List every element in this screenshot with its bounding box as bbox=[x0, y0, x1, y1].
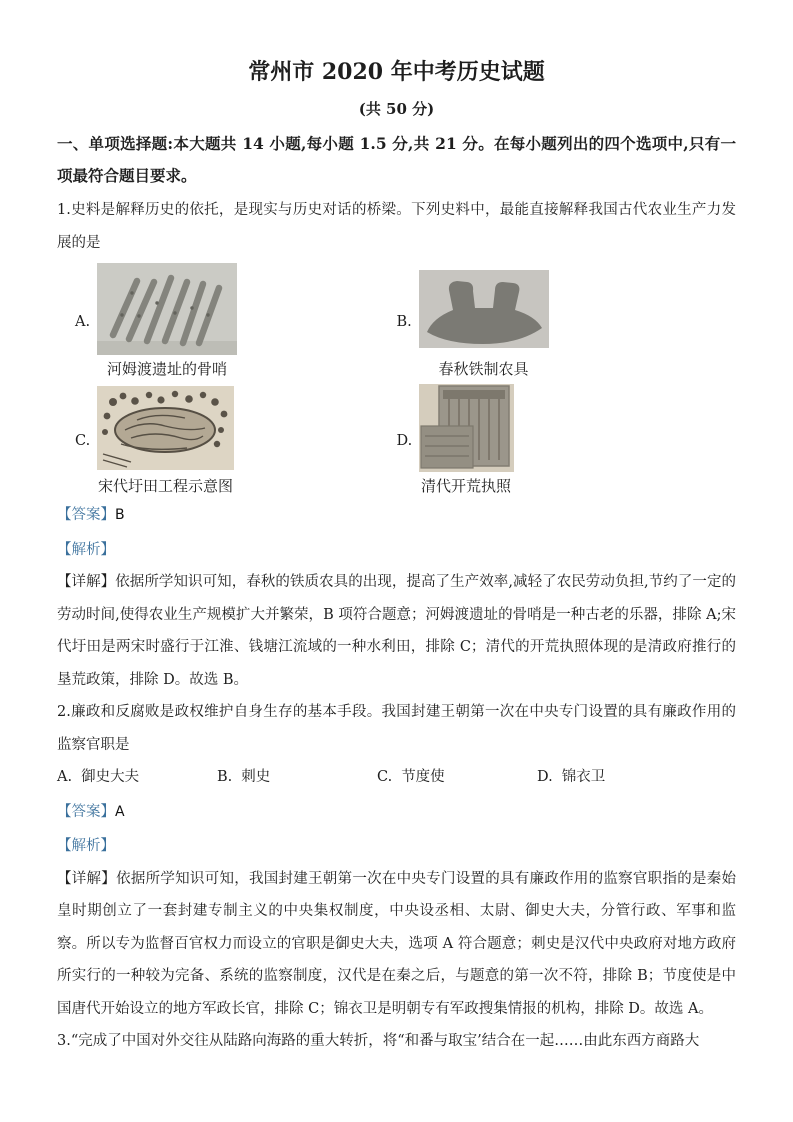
question-1-option-c bbox=[57, 384, 397, 497]
option-b-label: B. bbox=[396, 313, 412, 330]
detail-label: 【详解】 bbox=[57, 574, 116, 590]
question-1-answer-line bbox=[57, 499, 736, 532]
question-2-answer-line bbox=[57, 796, 736, 829]
question-2-text: 2.廉政和反腐败是政权维护自身生存的基本手段。我国封建王朝第一次在中央专门设置的具有廉政作用的监察官职是 bbox=[57, 704, 736, 753]
total-score-note: (共 50 分) bbox=[358, 100, 435, 118]
option-c-label: C. bbox=[377, 769, 393, 785]
detail-label: 【详解】 bbox=[57, 870, 117, 887]
option-a-figure bbox=[97, 263, 237, 380]
analysis-label: 【解析】 bbox=[57, 541, 115, 558]
option-d-figure bbox=[419, 384, 514, 497]
option-b-text: 刺史 bbox=[241, 769, 271, 785]
option-d-caption: 清代开荒执照 bbox=[420, 477, 511, 495]
option-a-label: A. bbox=[57, 769, 73, 785]
option-a-label: A. bbox=[75, 313, 91, 330]
question-1-option-d bbox=[397, 384, 737, 497]
page-title: 常州市 2020 年中考历史试题 bbox=[248, 59, 545, 85]
polder-diagram-image bbox=[97, 384, 234, 472]
question-2-option-a bbox=[57, 761, 217, 794]
question-2-option-d bbox=[537, 761, 697, 794]
question-1-text: 1.史料是解释历史的依托，是现实与历史对话的桥梁。下列史料中，最能直接解释我国古代农业生产力发展的是 bbox=[57, 202, 736, 251]
question-1-detail bbox=[57, 566, 736, 696]
question-2-detail bbox=[57, 863, 736, 1026]
section-heading: 一、单项选择题:本大题共 14 小题,每小题 1.5 分,共 21 分。在每小题列出的四个选项中,只有一项最符合题目要求。 bbox=[57, 134, 736, 185]
question-1-options-row-2 bbox=[57, 384, 736, 497]
option-c-label: C. bbox=[75, 432, 91, 449]
option-a-text: 御史大夫 bbox=[81, 769, 140, 785]
question-2-option-c bbox=[377, 761, 537, 794]
analysis-label: 【解析】 bbox=[57, 838, 115, 854]
answer-label: 【答案】 bbox=[57, 803, 115, 820]
question-1-option-a bbox=[57, 263, 397, 380]
question-2-analysis-line bbox=[57, 830, 736, 863]
bone-whistles-image bbox=[97, 263, 237, 355]
option-c-figure bbox=[97, 384, 234, 497]
question-1-analysis-line bbox=[57, 534, 736, 567]
question-1-detail-text: 依据所学知识可知，春秋的铁质农具的出现，提高了生产效率,减轻了农民劳动负担,节约了一定的劳动时间,使得农业生产规模扩大并繁荣，B 项符合题意；河姆渡遗址的骨哨是一种古老的乐器，排除 A;宋代圩田是两宋时盛行于江淮、钱塘江流域的一种水利田，排除 C；清代的开荒执照体现的是清政府推行的垦荒政策，排除 D。故选 B。 bbox=[57, 574, 737, 688]
question-2-detail-text: 依据所学知识可知，我国封建王朝第一次在中央专门设置的具有廉政作用的监察官职指的是秦始皇时期创立了一套封建专制主义的中央集权制度，中央设丞相、太尉、御史大夫，分管行政、军事和监察。所以专为监督百官权力而设立的官职是御史大夫，选项 A 符合题意；刺史是汉代中央政府对地方政府所实行的一种较为完备、系统的监察制度，汉代是在秦之后，与题意的第一次不符，排除 B；节度使是中国唐代开始设立的地方军政长官，排除 C；锦衣卫是明朝专有军政搜集情报的机构，排除 D。故选 A。 bbox=[57, 870, 737, 1017]
option-b-caption: 春秋铁制农具 bbox=[438, 360, 529, 378]
question-1-answer-value: B bbox=[115, 507, 125, 523]
reclamation-license-image bbox=[419, 384, 514, 472]
iron-farm-tool-image bbox=[419, 263, 549, 355]
option-c-text: 节度使 bbox=[401, 769, 445, 785]
option-c-caption: 宋代圩田工程示意图 bbox=[97, 477, 233, 495]
answer-label: 【答案】 bbox=[57, 507, 115, 523]
option-b-figure bbox=[419, 263, 549, 380]
question-1-option-b bbox=[397, 263, 737, 380]
option-d-label: D. bbox=[396, 432, 413, 449]
question-1-options-row-1 bbox=[57, 263, 736, 380]
option-a-caption: 河姆渡遗址的骨哨 bbox=[106, 360, 227, 378]
question-2-option-b bbox=[217, 761, 377, 794]
question-3-text: 3.“完成了中国对外交往从陆路向海路的重大转折，将“和番与取宝’结合在一起……由此东西方商路大 bbox=[57, 1033, 700, 1049]
question-2-answer-value: A bbox=[115, 803, 125, 820]
option-d-text: 锦衣卫 bbox=[561, 769, 606, 785]
option-d-label: D. bbox=[537, 769, 553, 785]
option-b-label: B. bbox=[217, 769, 233, 785]
question-2-options-row bbox=[57, 761, 736, 794]
